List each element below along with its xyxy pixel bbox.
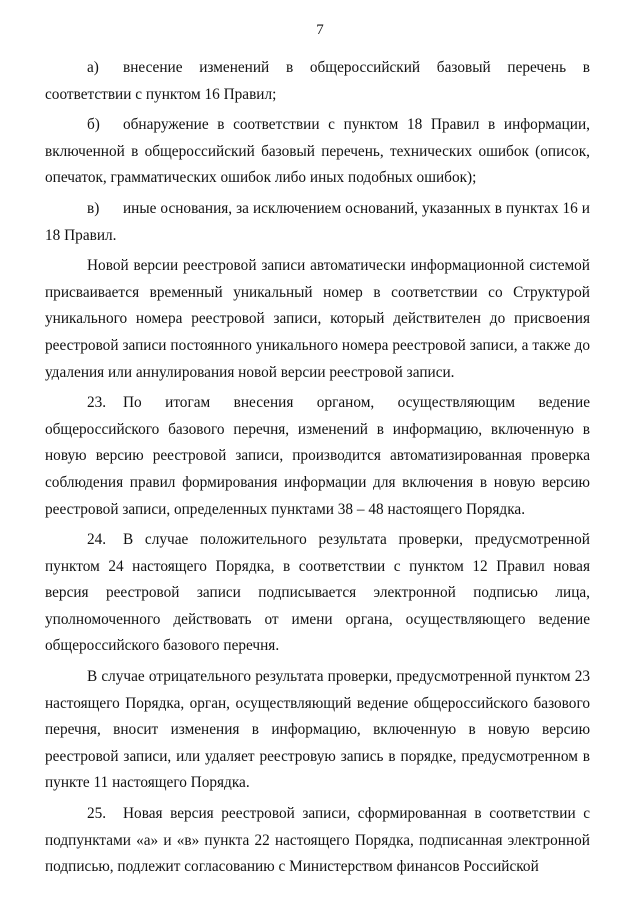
paragraph-new-version-number: Новой версии реестровой записи автоматически информационной системой присваивается временный уникальный номер в соответствии со Структурой уникального номера реестровой записи, который действителен до присвоения реестровой записи постоянного уникального номера реестровой записи, а также до удаления или аннулирования новой версии реестровой записи. — [45, 257, 590, 381]
list-item-text: обнаружение в соответствии с пунктом 18 Правил в информации, включенной в общероссийский базовый перечень, технических ошибок (описок, опечаток, грамматических ошибок либо иных подобных ошибок); — [45, 116, 590, 187]
list-marker: в) — [87, 199, 100, 217]
clause-text: В случае положительного результата проверки, предусмотренной пунктом 24 настоящего Порядка, в соответствии с пунктом 12 Правил новая версия реестровой записи подписывается электронной подписью лица, уполномоченного действовать от имени органа, осуществляющего ведение общероссийского базового перечня. — [45, 531, 590, 655]
list-item-b — [45, 112, 590, 192]
clause-25 — [45, 801, 590, 881]
list-item-c — [45, 196, 590, 249]
document-body — [45, 55, 590, 881]
list-marker: а) — [87, 59, 99, 76]
clause-text: По итогам внесения органом, осуществляющим ведение общероссийского базового перечня, изменений в информацию, включенную в новую версию реестровой записи, производится автоматизированная проверка соблюдения правил формирования информации для включения в новую версию реестровой записи, определенных пунктами 38 – 48 настоящего Порядка. — [45, 394, 590, 518]
clause-24 — [45, 527, 590, 660]
clause-23 — [45, 390, 590, 523]
paragraph-negative-result: В случае отрицательного результата проверки, предусмотренной пунктом 23 настоящего Порядка, орган, осуществляющий ведение общероссийского базового перечня, вносит изменения в информацию, включенную в новую версию реестровой записи, или удаляет реестровую запись в порядке, предусмотренном в пункте 11 настоящего Порядка. — [45, 668, 590, 792]
list-item-text: иные основания, за исключением оснований, указанных в пунктах 16 и 18 Правил. — [45, 199, 590, 244]
page-number: 7 — [316, 22, 324, 38]
list-marker: б) — [87, 116, 100, 134]
clause-number: 23. — [87, 394, 107, 412]
clause-number: 25. — [87, 805, 107, 823]
clause-text: Новая версия реестровой записи, сформированная в соответствии с подпунктами «а» и «в» пункта 22 настоящего Порядка, подписанная электронной подписью, подлежит согласованию с Министерством финансов Российской — [45, 805, 590, 876]
clause-number: 24. — [87, 531, 107, 549]
list-item-a — [45, 55, 590, 108]
list-item-text: внесение изменений в общероссийский базовый перечень в соответствии с пунктом 16 Правил; — [45, 59, 590, 103]
